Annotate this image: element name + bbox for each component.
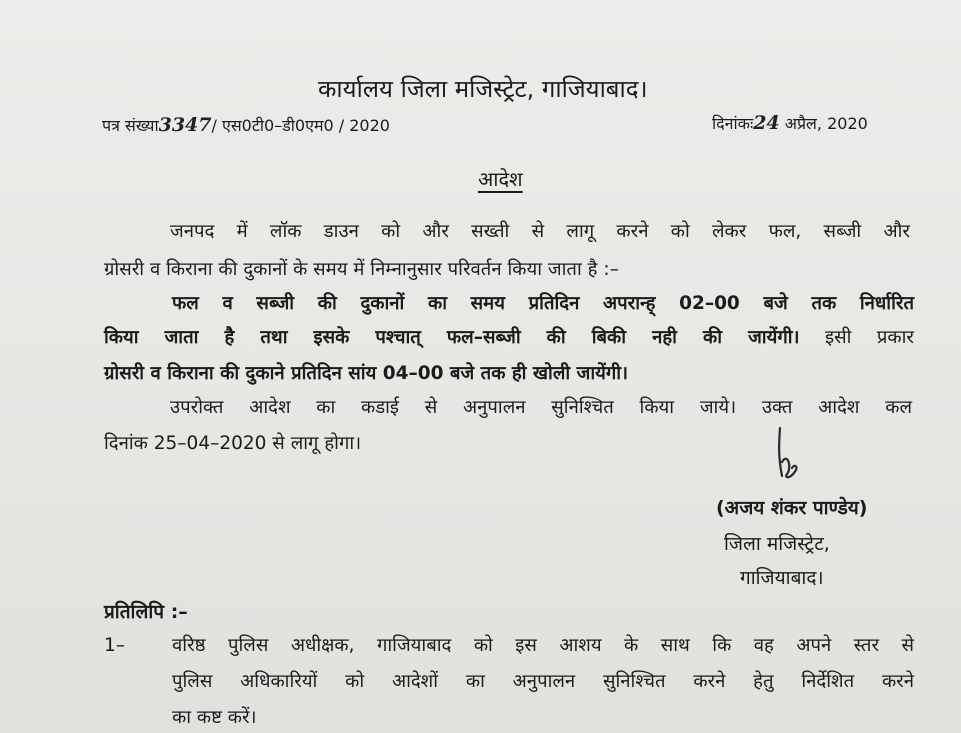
body-line-1: जनपद में लॉक डाउन को और सख्ती से लागू करने को लेकर फल, सब्जी और bbox=[170, 221, 910, 242]
signatory-name: (अजय शंकर पाण्डेय) bbox=[716, 497, 868, 519]
signatory-city: गाजियाबाद। bbox=[740, 567, 824, 589]
copy-item-line-3: का कष्ट करें। bbox=[172, 707, 257, 728]
letter-number-handwritten: 3347 bbox=[158, 114, 212, 136]
date-handwritten: 24 bbox=[753, 112, 780, 134]
copy-heading: प्रतिलिपि :– bbox=[104, 601, 188, 623]
letter-date bbox=[712, 112, 868, 134]
date-suffix: अप्रैल, 2020 bbox=[784, 114, 868, 133]
signatory-designation: जिला मजिस्ट्रेट, bbox=[724, 533, 830, 555]
order-title: आदेश bbox=[478, 167, 523, 191]
letter-number bbox=[102, 114, 390, 136]
letter-number-prefix: पत्र संख्या bbox=[102, 116, 159, 135]
copy-item-number: 1– bbox=[104, 635, 126, 656]
body-line-7: दिनांक 25–04–2020 से लागू होगा। bbox=[104, 433, 362, 454]
body-line-6: उपरोक्त आदेश का कडाई से अनुपालन सुनिश्चित किया जाये। उक्त आदेश कल bbox=[170, 397, 912, 418]
body-line-3: फल व सब्जी की दुकानों का समय प्रतिदिन अपरान्ह् 02–00 बजे तक निर्धारित bbox=[172, 293, 914, 314]
date-prefix: दिनांकः bbox=[712, 114, 754, 133]
signature-scribble bbox=[770, 424, 830, 490]
body-line-2: ग्रोसरी व किराना की दुकानों के समय में निम्नानुसार परिवर्तन किया जाता है :– bbox=[104, 259, 619, 280]
letter-number-suffix: / एस0टी0–डी0एम0 / 2020 bbox=[211, 116, 390, 135]
office-title: कार्यालय जिला मजिस्ट्रेट, गाजियाबाद। bbox=[318, 75, 648, 103]
copy-item-line-2: पुलिस अधिकारियों को आदेशों का अनुपालन सुनिश्चित करने हेतु निर्देशित करने bbox=[172, 671, 914, 692]
body-line-5: ग्रोसरी व किराना की दुकाने प्रतिदिन सांय 04–00 बजे तक ही खोली जायेंगी। bbox=[104, 363, 629, 384]
body-line-4-normal: इसी प्रकार bbox=[799, 327, 914, 348]
copy-item-line-1: वरिष्ठ पुलिस अधीक्षक, गाजियाबाद को इस आशय के साथ कि वह अपने स्तर से bbox=[172, 635, 914, 656]
body-line-4-bold: किया जाता है तथा इसके पश्चात् फल–सब्जी की बिकी नही की जायेंगी। bbox=[104, 327, 800, 348]
body-line-4 bbox=[104, 324, 914, 349]
